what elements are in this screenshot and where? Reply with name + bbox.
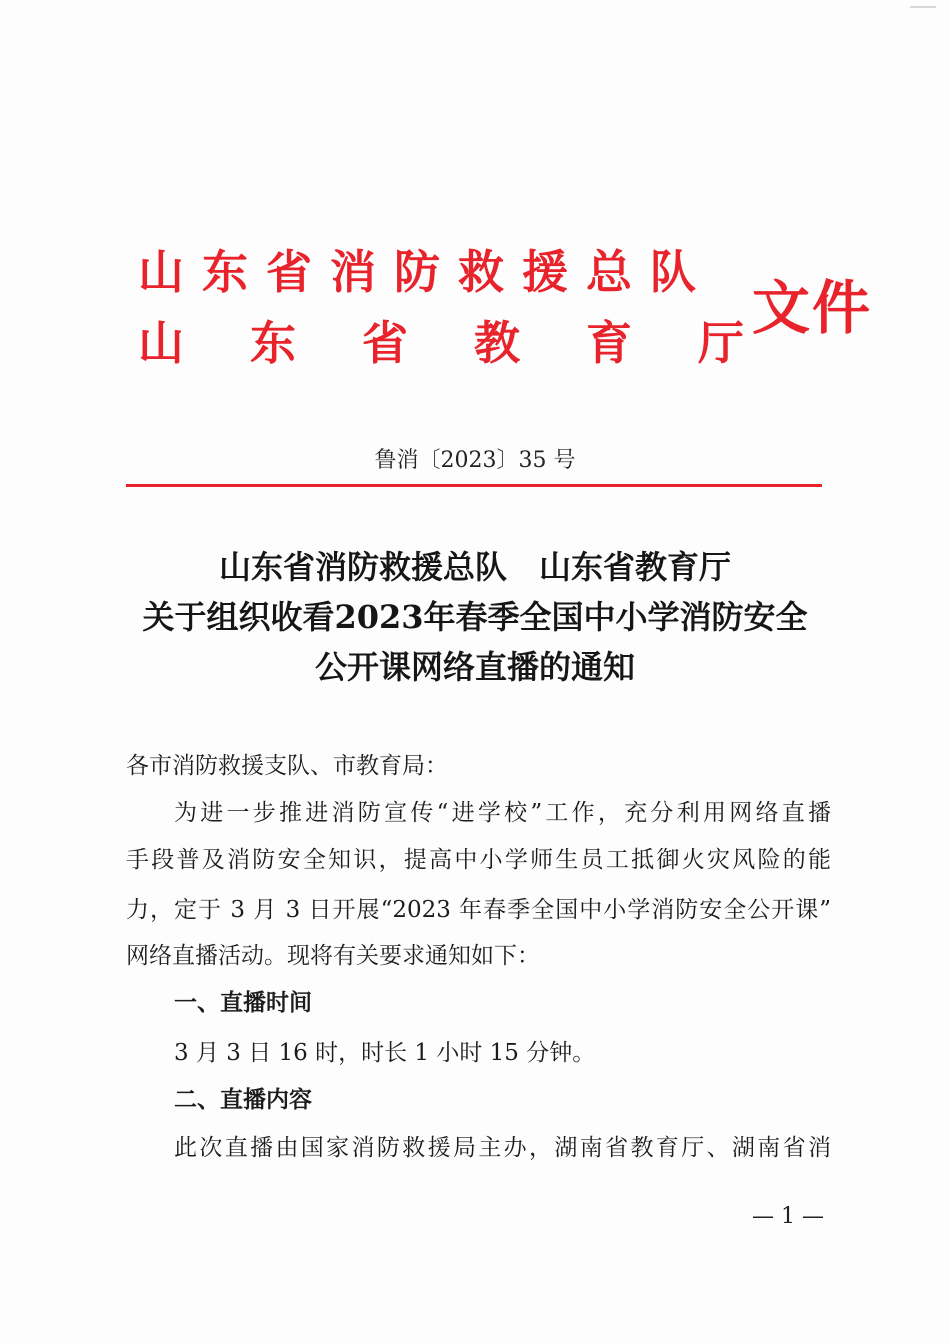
title-line-3: 公开课网络直播的通知 <box>314 648 635 686</box>
issuer-line-fire-rescue: 山东省消防救援总队 <box>138 245 714 299</box>
title-issuer-2: 山东省教育厅 <box>539 548 732 586</box>
section-1-text: 3 月 3 日 16 时，时长 1 小时 15 分钟。 <box>174 1040 596 1066</box>
page-number: — 1 — <box>752 1204 824 1229</box>
document-number: 鲁消〔2023〕35 号 <box>374 448 576 473</box>
section-2-heading: 二、直播内容 <box>174 1087 312 1113</box>
title-line-2: 关于组织收看2023年春季全国中小学消防安全 <box>142 598 808 636</box>
paragraph-1-line-1: 为进一步推进消防宣传“进学校”工作，充分利用网络直播 <box>174 800 831 826</box>
red-divider-line <box>126 484 822 487</box>
scan-corner-mark <box>910 6 936 8</box>
title-issuer-1: 山东省消防救援总队 <box>218 548 507 586</box>
paragraph-1-line-4: 网络直播活动。现将有关要求通知如下： <box>126 943 540 969</box>
document-type-label: 文件 <box>752 274 873 342</box>
paragraph-1-line-2: 手段普及消防安全知识，提高中小学师生员工抵御火灾风险的能 <box>126 847 831 873</box>
salutation: 各市消防救援支队、市教育局： <box>126 753 448 779</box>
section-2-text-line-1: 此次直播由国家消防救援局主办，湖南省教育厅、湖南省消 <box>174 1135 831 1161</box>
title-line-1 <box>80 549 870 585</box>
section-1-heading: 一、直播时间 <box>174 990 312 1016</box>
issuer-line-education: 山东省教育厅 <box>138 316 810 370</box>
paragraph-1-line-3: 力，定于 3 月 3 日开展“2023 年春季全国中小学消防安全公开课” <box>126 897 831 923</box>
